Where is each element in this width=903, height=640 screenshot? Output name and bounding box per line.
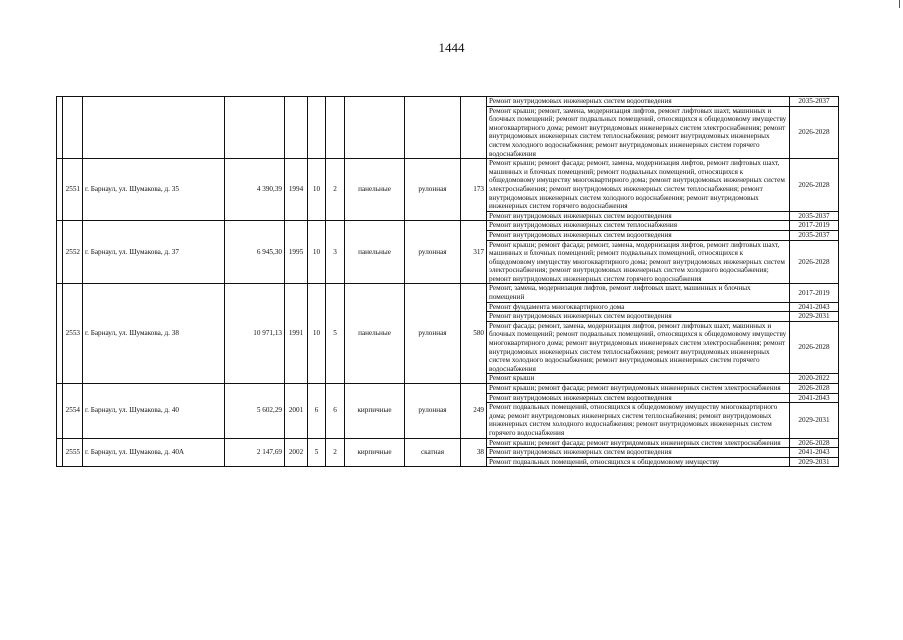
floors-cell <box>308 97 326 159</box>
address-cell: г. Барнаул, ул. Шумакова, д. 38 <box>83 284 225 384</box>
work-period-cell: 2041-2043 <box>790 302 839 312</box>
work-type-cell: Ремонт крыши; ремонт фасада; ремонт, замена, модернизация лифтов, ремонт лифтовых шахт, машинных и блочных помещений; ремонт подвальных помещений, относящихся к общедомовому имуществу многоквартирного дома; ремонт внутридомовых инженерных систем электроснабжения; ремонт внутридомовых инженерных систем теплоснабжения; ремонт внутридомовых инженерных систем холодного водоснабжения; ремонт внутридомовых инженерных систем горячего водоснабжения <box>487 159 790 212</box>
year-cell: 2001 <box>285 384 308 439</box>
work-period-cell: 2035-2037 <box>790 230 839 240</box>
work-period-cell: 2026-2028 <box>790 438 839 448</box>
work-type-cell: Ремонт крыши; ремонт, замена, модернизация лифтов, ремонт лифтовых шахт, машинных и блочных помещений; ремонт подвальных помещений, относящихся к общедомовому имуществу многоквартирного дома; ремонт внутридомовых инженерных систем электроснабжения; ремонт внутридомовых инженерных систем теплоснабжения; ремонт внутридомовых инженерных систем холодного водоснабжения; ремонт внутридомовых инженерных систем горячего водоснабжения <box>487 106 790 159</box>
work-period-cell: 2026-2028 <box>790 384 839 394</box>
floors-cell: 10 <box>308 221 326 284</box>
table-row <box>57 438 839 448</box>
entrances-cell <box>326 97 345 159</box>
work-period-cell: 2029-2031 <box>790 312 839 322</box>
work-type-cell: Ремонт внутридомовых инженерных систем водоотведения <box>487 393 790 403</box>
year-cell: 1994 <box>285 159 308 221</box>
entrances-cell: 3 <box>326 221 345 284</box>
work-type-cell: Ремонт крыши; ремонт фасада; ремонт внутридомовых инженерных систем электроснабжения <box>487 384 790 394</box>
work-period-cell: 2026-2028 <box>790 159 839 212</box>
entrances-cell: 6 <box>326 384 345 439</box>
area-cell: 10 971,13 <box>225 284 285 384</box>
address-cell: г. Барнаул, ул. Шумакова, д. 40 <box>83 384 225 439</box>
house-number-cell: 2554 <box>63 384 83 439</box>
roof-type-cell: рулонная <box>405 284 461 384</box>
work-period-cell: 2041-2043 <box>790 393 839 403</box>
work-type-cell: Ремонт внутридомовых инженерных систем теплоснабжения <box>487 221 790 231</box>
roof-type-cell: рулонная <box>405 159 461 221</box>
work-type-cell: Ремонт крыши; ремонт фасада; ремонт, замена, модернизация лифтов, ремонт лифтовых шахт, машинных и блочных помещений; ремонт подвальных помещений, относящихся к общедомовому имуществу многоквартирного дома; ремонт внутридомовых инженерных систем электроснабжения; ремонт внутридомовых инженерных систем холодного водоснабжения; ремонт внутридомовых инженерных систем горячего водоснабжения <box>487 240 790 284</box>
address-cell: г. Барнаул, ул. Шумакова, д. 37 <box>83 221 225 284</box>
residents-cell <box>461 97 487 159</box>
house-number-cell: 2551 <box>63 159 83 221</box>
work-type-cell: Ремонт, замена, модернизация лифтов, ремонт лифтовых шахт, машинных и блочных помещений <box>487 284 790 302</box>
scan-edge-mark <box>899 0 900 8</box>
work-period-cell: 2029-2031 <box>790 457 839 467</box>
wall-material-cell: кирпичные <box>345 438 405 467</box>
year-cell: 1995 <box>285 221 308 284</box>
table-row <box>57 159 839 212</box>
year-cell: 2002 <box>285 438 308 467</box>
work-period-cell: 2020-2022 <box>790 374 839 384</box>
work-type-cell: Ремонт внутридомовых инженерных систем водоотведения <box>487 312 790 322</box>
table-body <box>57 97 839 467</box>
work-type-cell: Ремонт внутридомовых инженерных систем водоотведения <box>487 448 790 458</box>
work-period-cell: 2035-2037 <box>790 97 839 107</box>
table-row <box>57 384 839 394</box>
page-number: 1444 <box>438 40 465 55</box>
work-type-cell: Ремонт фундамента многоквартирного дома <box>487 302 790 312</box>
residents-cell: 580 <box>461 284 487 384</box>
floors-cell: 10 <box>308 159 326 221</box>
entrances-cell: 2 <box>326 438 345 467</box>
address-cell <box>83 97 225 159</box>
work-type-cell: Ремонт фасада; ремонт, замена, модернизация лифтов, ремонт лифтовых шахт, машинных и блочных помещений; ремонт подвальных помещений, относящихся к общедомовому имуществу многоквартирного дома; ремонт внутридомовых инженерных систем электроснабжения; ремонт внутридомовых инженерных систем теплоснабжения; ремонт внутридомовых инженерных систем холодного водоснабжения; ремонт внутридомовых инженерных систем горячего водоснабжения <box>487 321 790 374</box>
work-period-cell: 2017-2019 <box>790 284 839 302</box>
roof-type-cell: скатная <box>405 438 461 467</box>
work-type-cell: Ремонт подвальных помещений, относящихся к общедомовому имуществу <box>487 457 790 467</box>
year-cell <box>285 97 308 159</box>
work-period-cell: 2026-2028 <box>790 321 839 374</box>
area-cell <box>225 97 285 159</box>
residents-cell: 249 <box>461 384 487 439</box>
work-period-cell: 2026-2028 <box>790 240 839 284</box>
work-type-cell: Ремонт крыши; ремонт фасада; ремонт внутридомовых инженерных систем электроснабжения <box>487 438 790 448</box>
table-row <box>57 221 839 231</box>
floors-cell: 5 <box>308 438 326 467</box>
house-number-cell: 2553 <box>63 284 83 384</box>
table-row <box>57 97 839 107</box>
work-period-cell: 2017-2019 <box>790 221 839 231</box>
capital-repair-table <box>56 96 839 467</box>
work-period-cell: 2026-2028 <box>790 106 839 159</box>
area-cell: 2 147,69 <box>225 438 285 467</box>
wall-material-cell: панельные <box>345 159 405 221</box>
floors-cell: 10 <box>308 284 326 384</box>
roof-type-cell <box>405 97 461 159</box>
entrances-cell: 5 <box>326 284 345 384</box>
roof-type-cell: рулонная <box>405 221 461 284</box>
area-cell: 6 945,30 <box>225 221 285 284</box>
work-period-cell: 2029-2031 <box>790 403 839 438</box>
work-period-cell: 2035-2037 <box>790 211 839 221</box>
wall-material-cell <box>345 97 405 159</box>
roof-type-cell: рулонная <box>405 384 461 439</box>
work-type-cell: Ремонт крыши <box>487 374 790 384</box>
work-type-cell: Ремонт внутридомовых инженерных систем водоотведения <box>487 230 790 240</box>
year-cell: 1991 <box>285 284 308 384</box>
residents-cell: 38 <box>461 438 487 467</box>
house-number-cell <box>63 97 83 159</box>
work-type-cell: Ремонт внутридомовых инженерных систем водоотведения <box>487 97 790 107</box>
entrances-cell: 2 <box>326 159 345 221</box>
area-cell: 5 602,29 <box>225 384 285 439</box>
work-period-cell: 2041-2043 <box>790 448 839 458</box>
house-number-cell: 2552 <box>63 221 83 284</box>
residents-cell: 173 <box>461 159 487 221</box>
address-cell: г. Барнаул, ул. Шумакова, д. 35 <box>83 159 225 221</box>
work-type-cell: Ремонт подвальных помещений, относящихся к общедомовому имуществу многоквартирного дома; ремонт внутридомовых инженерных систем теплоснабжения; ремонт внутридомовых инженерных систем холодного водоснабжения; ремонт внутридомовых инженерных систем горячего водоснабжения <box>487 403 790 438</box>
wall-material-cell: кирпичные <box>345 384 405 439</box>
wall-material-cell: панельные <box>345 221 405 284</box>
address-cell: г. Барнаул, ул. Шумакова, д. 40А <box>83 438 225 467</box>
floors-cell: 6 <box>308 384 326 439</box>
house-number-cell: 2555 <box>63 438 83 467</box>
area-cell: 4 390,39 <box>225 159 285 221</box>
residents-cell: 317 <box>461 221 487 284</box>
work-type-cell: Ремонт внутридомовых инженерных систем водоотведения <box>487 211 790 221</box>
table-row <box>57 284 839 302</box>
wall-material-cell: панельные <box>345 284 405 384</box>
